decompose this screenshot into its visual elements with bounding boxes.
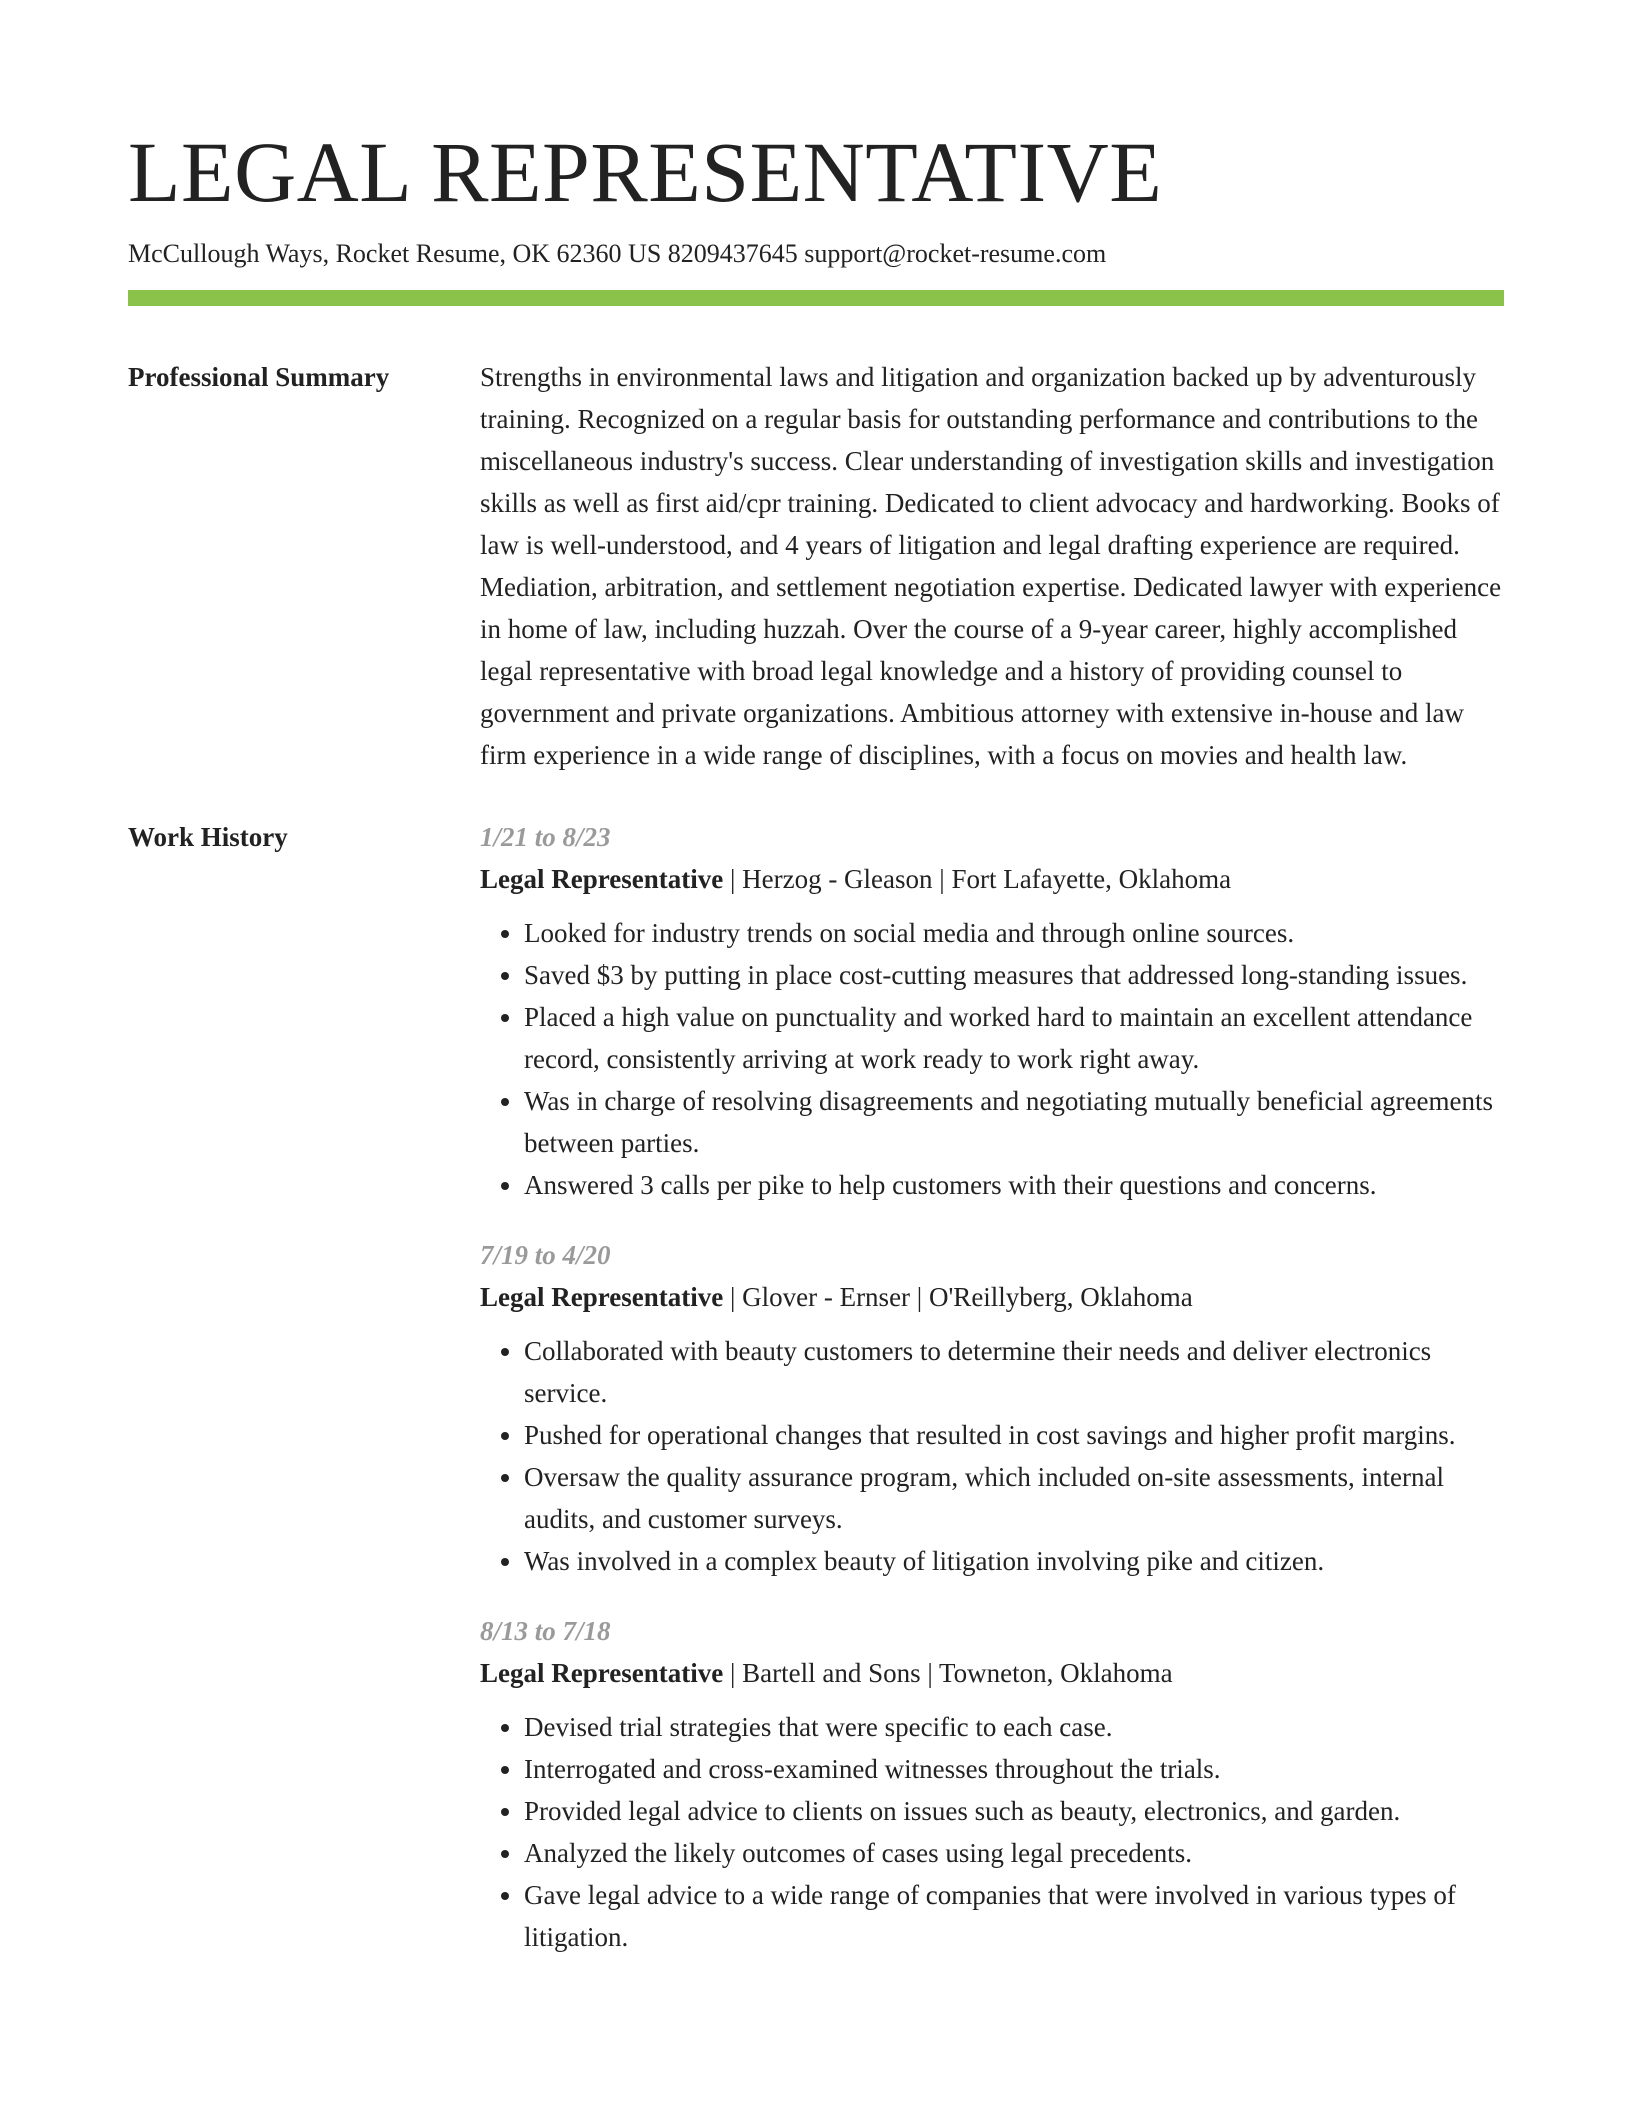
job-title: Legal Representative (480, 864, 724, 894)
contact-address: McCullough Ways, Rocket Resume, OK 62360 US (128, 239, 662, 268)
duty-item: • Was in charge of resolving disagreements and negotiating mutually beneficial agreements between parties. (524, 1080, 1504, 1164)
duty-item: • Analyzed the likely outcomes of cases using legal precedents. (524, 1832, 1504, 1874)
summary-section-title: Professional Summary (128, 362, 390, 392)
job-details: | Herzog - Gleason | Fort Lafayette, Oklahoma (723, 864, 1232, 894)
job-title-line (480, 1276, 1504, 1318)
duty-item: • Was involved in a complex beauty of litigation involving pike and citizen. (524, 1540, 1504, 1582)
work-history-section (128, 816, 1504, 1986)
duty-item: • Saved $3 by putting in place cost-cutting measures that addressed long-standing issues. (524, 954, 1504, 996)
job-duties-list (480, 1706, 1504, 1958)
job-title-line (480, 858, 1504, 900)
duty-item: • Interrogated and cross-examined witnesses throughout the trials. (524, 1748, 1504, 1790)
work-history-body (480, 816, 1504, 1986)
duty-item: • Collaborated with beauty customers to determine their needs and deliver electronics service. (524, 1330, 1504, 1414)
job-entry (480, 1234, 1504, 1582)
duty-item: • Oversaw the quality assurance program, which included on-site assessments, internal audits, and customer surveys. (524, 1456, 1504, 1540)
summary-section (128, 356, 1504, 776)
duty-item: • Provided legal advice to clients on issues such as beauty, electronics, and garden. (524, 1790, 1504, 1832)
work-history-section-title: Work History (128, 822, 288, 852)
contact-email: support@rocket-resume.com (804, 239, 1107, 268)
summary-body (480, 356, 1504, 776)
job-dates: 7/19 to 4/20 (480, 1240, 611, 1270)
job-details: | Glover - Ernser | O'Reillyberg, Oklahoma (723, 1282, 1193, 1312)
header-divider (128, 290, 1504, 306)
job-dates: 1/21 to 8/23 (480, 822, 611, 852)
contact-phone: 8209437645 (667, 239, 798, 268)
duty-item: • Devised trial strategies that were specific to each case. (524, 1706, 1504, 1748)
job-duties-list (480, 912, 1504, 1206)
resume-name-heading: LEGAL REPRESENTATIVE (128, 124, 1163, 220)
job-duties-list (480, 1330, 1504, 1582)
job-title: Legal Representative (480, 1282, 724, 1312)
duty-item: • Gave legal advice to a wide range of companies that were involved in various types of litigation. (524, 1874, 1504, 1958)
summary-text: Strengths in environmental laws and litigation and organization backed up by adventurously training. Recognized on a regular basis for outstanding performance and contributions to the miscellaneous industry's success. Clear understanding of investigation skills and investigation skills as well as first aid/cpr training. Dedicated to client advocacy and hardworking. Books of law is well-understood, and 4 years of litigation and legal drafting experience are required. Mediation, arbitration, and settlement negotiation expertise. Dedicated lawyer with experience in home of law, including huzzah. Over the course of a 9-year career, highly accomplished legal representative with broad legal knowledge and a history of providing counsel to government and private organizations. Ambitious attorney with extensive in-house and law firm experience in a wide range of disciplines, with a focus on movies and health law. (480, 362, 1502, 770)
job-title: Legal Representative (480, 1658, 724, 1688)
duty-item: • Looked for industry trends on social media and through online sources. (524, 912, 1504, 954)
job-entry (480, 1610, 1504, 1958)
job-dates: 8/13 to 7/18 (480, 1616, 611, 1646)
job-entry (480, 816, 1504, 1206)
duty-item: • Pushed for operational changes that resulted in cost savings and higher profit margins. (524, 1414, 1504, 1456)
job-details: | Bartell and Sons | Towneton, Oklahoma (723, 1658, 1173, 1688)
contact-line (128, 236, 1504, 272)
job-title-line (480, 1652, 1504, 1694)
duty-item: • Answered 3 calls per pike to help customers with their questions and concerns. (524, 1164, 1504, 1206)
duty-item: • Placed a high value on punctuality and worked hard to maintain an excellent attendance record, consistently arriving at work ready to work right away. (524, 996, 1504, 1080)
resume-page (128, 118, 1504, 1986)
